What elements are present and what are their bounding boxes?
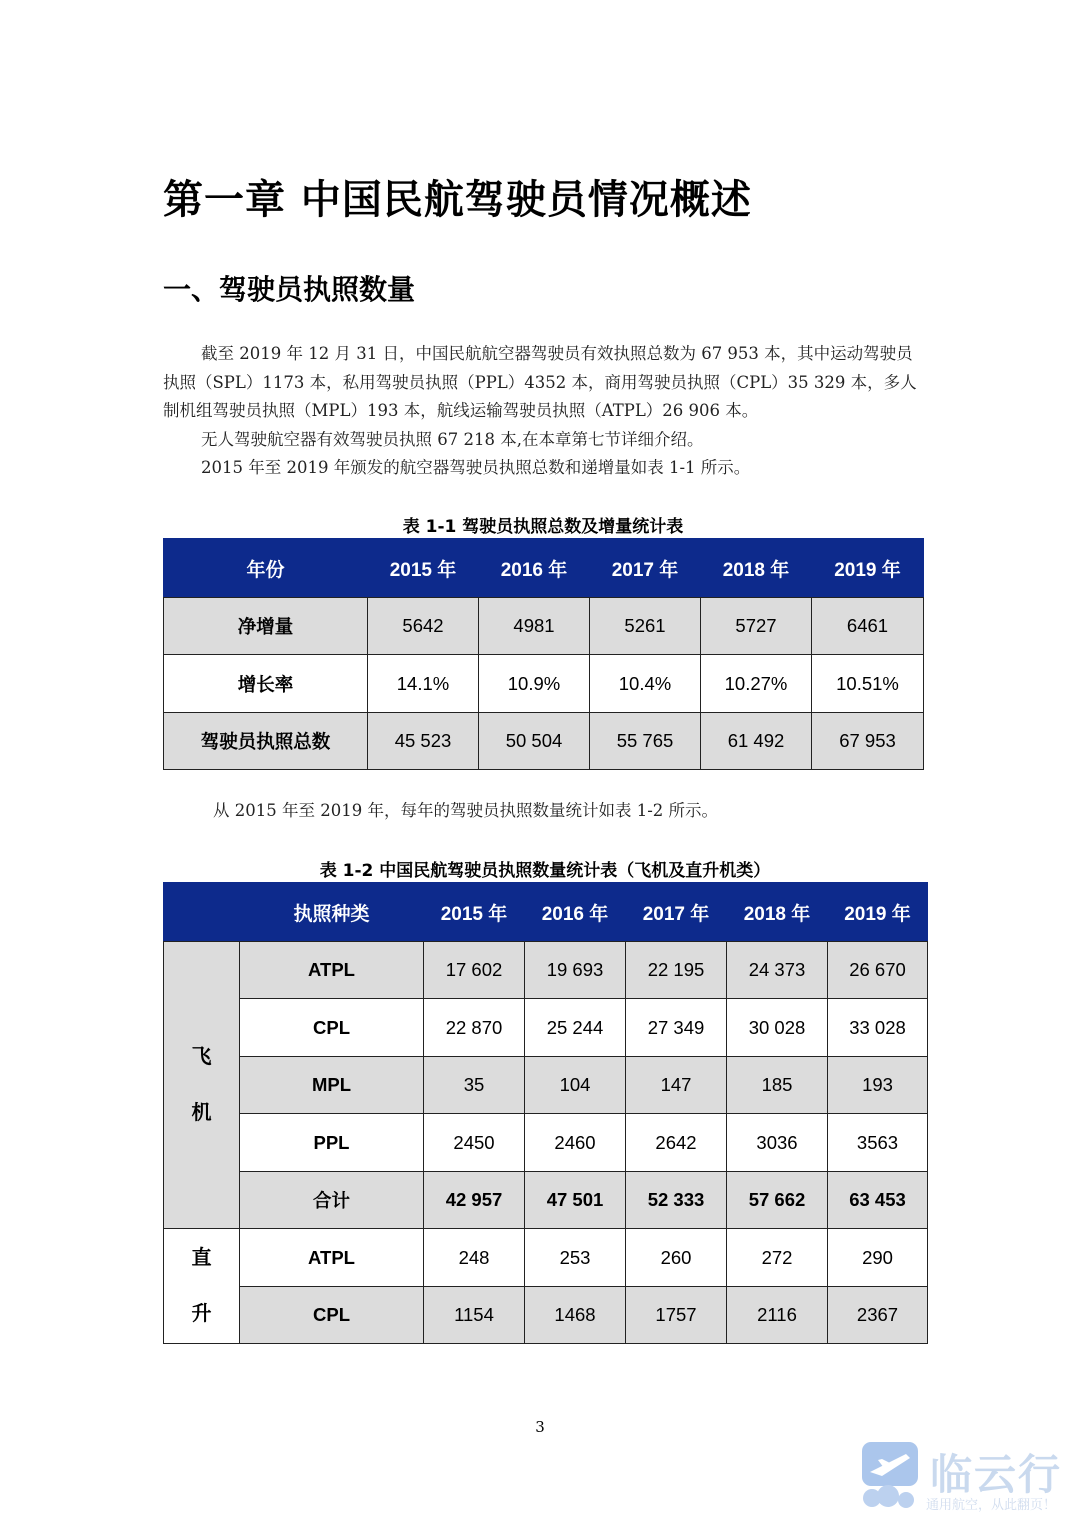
table-cell: 147 <box>626 1057 727 1114</box>
table-cell: 22 870 <box>424 999 525 1057</box>
table-cell: 42 957 <box>424 1172 525 1229</box>
table-cell: 2460 <box>525 1114 626 1172</box>
license-growth-table <box>163 538 924 770</box>
table-cell: 2642 <box>626 1114 727 1172</box>
group-helicopter-char1: 直 <box>191 1247 212 1269</box>
watermark-brand: 临云行 <box>930 1450 1063 1499</box>
table2-header-2018: 2018 年 <box>727 883 828 942</box>
table-cell: 5261 <box>590 598 701 655</box>
table-cell: 27 349 <box>626 999 727 1057</box>
table-cell: 6461 <box>812 598 924 655</box>
table-cell: 10.27% <box>701 655 812 713</box>
table-row <box>164 999 928 1057</box>
row-label: 合计 <box>240 1172 424 1229</box>
table-cell: 30 028 <box>727 999 828 1057</box>
table-cell: 104 <box>525 1057 626 1114</box>
table-cell: 260 <box>626 1229 727 1287</box>
table-row <box>164 713 924 770</box>
table-cell: 26 670 <box>828 942 928 999</box>
table-row <box>164 942 928 999</box>
row-label: 驾驶员执照总数 <box>164 713 368 770</box>
table2-header-2019: 2019 年 <box>828 883 928 942</box>
table1-header-2016: 2016 年 <box>479 539 590 598</box>
table-row-total <box>164 1172 928 1229</box>
table-cell: 2367 <box>828 1287 928 1344</box>
table-cell: 67 953 <box>812 713 924 770</box>
table-row <box>164 655 924 713</box>
group-helicopter-char2: 升 <box>191 1303 212 1325</box>
table-cell: 1468 <box>525 1287 626 1344</box>
paragraph-table2-intro: 从 2015 年至 2019 年，每年的驾驶员执照数量统计如表 1-2 所示。 <box>213 801 719 820</box>
row-label: ATPL <box>240 942 424 999</box>
row-label: PPL <box>240 1114 424 1172</box>
row-label: CPL <box>240 999 424 1057</box>
table-cell: 10.9% <box>479 655 590 713</box>
group-helicopter <box>164 1229 240 1344</box>
section-title: 一、驾驶员执照数量 <box>163 273 416 306</box>
row-label: 净增量 <box>164 598 368 655</box>
group-airplane-char2: 机 <box>191 1102 212 1124</box>
table-cell: 33 028 <box>828 999 928 1057</box>
table-cell: 4981 <box>479 598 590 655</box>
table-cell: 10.51% <box>812 655 924 713</box>
group-airplane <box>164 942 240 1229</box>
table-row <box>164 598 924 655</box>
table-cell: 290 <box>828 1229 928 1287</box>
table-cell: 253 <box>525 1229 626 1287</box>
table-cell: 63 453 <box>828 1172 928 1229</box>
paragraph-uav-license: 无人驾驶航空器有效驾驶员执照 67 218 本,在本章第七节详细介绍。 <box>201 430 704 449</box>
table-row <box>164 1057 928 1114</box>
table-cell: 25 244 <box>525 999 626 1057</box>
table-cell: 185 <box>727 1057 828 1114</box>
chapter-title: 第一章 中国民航驾驶员情况概述 <box>163 177 752 223</box>
table1-header-2015: 2015 年 <box>368 539 479 598</box>
table-cell: 50 504 <box>479 713 590 770</box>
table-cell: 5727 <box>701 598 812 655</box>
table-row <box>164 1287 928 1344</box>
table-cell: 10.4% <box>590 655 701 713</box>
table-cell: 19 693 <box>525 942 626 999</box>
table1-header-2018: 2018 年 <box>701 539 812 598</box>
table-cell: 61 492 <box>701 713 812 770</box>
watermark-slogan: 通用航空，从此翻页！ <box>926 1498 1057 1513</box>
airplane-cloud-icon <box>858 1438 924 1516</box>
page-number: 3 <box>535 1418 545 1436</box>
table2-header-group <box>164 883 240 942</box>
table2-header-license-type: 执照种类 <box>240 883 424 942</box>
table-cell: 272 <box>727 1229 828 1287</box>
table-cell: 5642 <box>368 598 479 655</box>
table1-header-2017: 2017 年 <box>590 539 701 598</box>
row-label: MPL <box>240 1057 424 1114</box>
table-row <box>164 1114 928 1172</box>
table-cell: 3563 <box>828 1114 928 1172</box>
table-cell: 14.1% <box>368 655 479 713</box>
table-cell: 52 333 <box>626 1172 727 1229</box>
row-label: 增长率 <box>164 655 368 713</box>
table-cell: 45 523 <box>368 713 479 770</box>
table-cell: 47 501 <box>525 1172 626 1229</box>
table1-caption: 表 1-1 驾驶员执照总数及增量统计表 <box>402 517 684 537</box>
table2-header-2017: 2017 年 <box>626 883 727 942</box>
table1-header-year: 年份 <box>164 539 368 598</box>
table-cell: 57 662 <box>727 1172 828 1229</box>
table-cell: 2450 <box>424 1114 525 1172</box>
table-cell: 193 <box>828 1057 928 1114</box>
table1-header-2019: 2019 年 <box>812 539 924 598</box>
table2-header-row <box>164 883 928 942</box>
table2-header-2015: 2015 年 <box>424 883 525 942</box>
table2-caption: 表 1-2 中国民航驾驶员执照数量统计表（飞机及直升机类） <box>319 861 771 881</box>
watermark <box>858 1438 1073 1518</box>
table-cell: 1757 <box>626 1287 727 1344</box>
table2-header-2016: 2016 年 <box>525 883 626 942</box>
table-row <box>164 1229 928 1287</box>
table-cell: 22 195 <box>626 942 727 999</box>
table-cell: 1154 <box>424 1287 525 1344</box>
table-cell: 17 602 <box>424 942 525 999</box>
table1-header-row <box>164 539 924 598</box>
row-label: ATPL <box>240 1229 424 1287</box>
group-airplane-char1: 飞 <box>191 1046 212 1068</box>
license-type-table <box>163 882 928 1344</box>
table-cell: 24 373 <box>727 942 828 999</box>
row-label: CPL <box>240 1287 424 1344</box>
table-cell: 3036 <box>727 1114 828 1172</box>
paragraph-license-summary: 截至 2019 年 12 月 31 日，中国民航航空器驾驶员有效执照总数为 67 953 本，其中运动驾驶员执照（SPL）1173 本，私用驾驶员执照（PPL）4352 本，商用驾驶员执照（CPL）35 329 本，多人制机组驾驶员执照（MPL）193 本，航线运输驾驶员执照（ATPL）26 906 本。 <box>163 344 917 420</box>
table-cell: 248 <box>424 1229 525 1287</box>
paragraph-table1-intro: 2015 年至 2019 年颁发的航空器驾驶员执照总数和递增量如表 1-1 所示。 <box>201 458 751 477</box>
table-cell: 2116 <box>727 1287 828 1344</box>
table-cell: 35 <box>424 1057 525 1114</box>
table-cell: 55 765 <box>590 713 701 770</box>
